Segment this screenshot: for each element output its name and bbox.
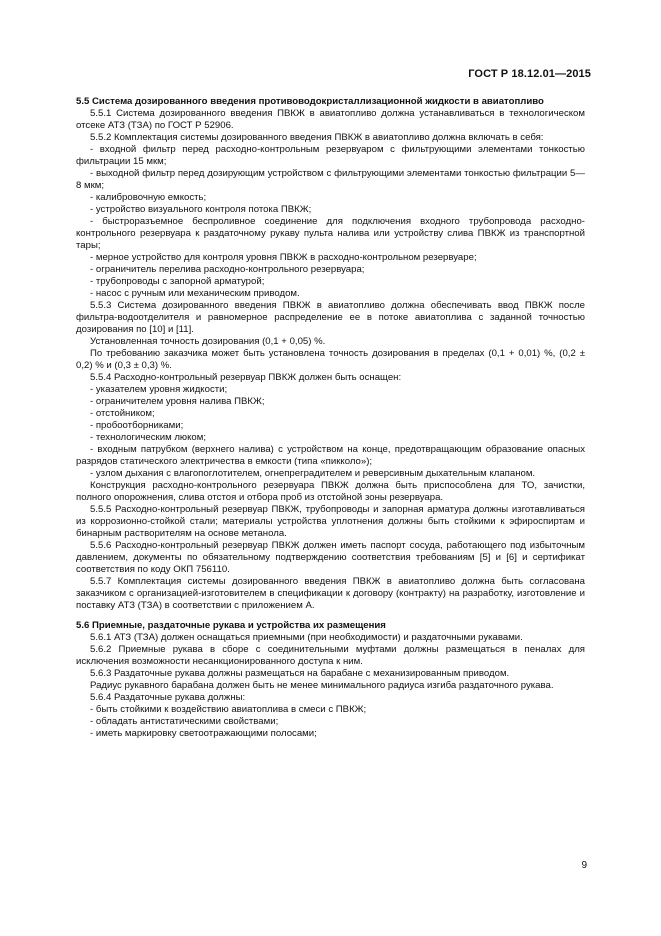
paragraph: - узлом дыхания с влагопоглотителем, огнепреградителем и реверсивным дыхательным клапаном. bbox=[90, 468, 536, 479]
document-body bbox=[76, 96, 585, 740]
paragraph: - выходной фильтр перед дозирующим устройством с фильтрующими элементами тонкостью фильтрации 5—8 мкм; bbox=[76, 168, 585, 191]
paragraph: 5.5.4 Расходно-контрольный резервуар ПВКЖ должен быть оснащен: bbox=[90, 372, 402, 383]
paragraph: - обладать антистатическими свойствами; bbox=[90, 716, 279, 727]
paragraph: 5.5.1 Система дозированного введения ПВКЖ в авиатопливо должна устанавливаться в технологическом отсеке АТЗ (ТЗА) по ГОСТ Р 52906. bbox=[76, 108, 585, 131]
paragraph: Радиус рукавного барабана должен быть не менее минимального радиуса изгиба раздаточного рукава. bbox=[90, 680, 554, 691]
paragraph: - насос с ручным или механическим приводом. bbox=[90, 288, 300, 299]
paragraph: 5.5.3 Система дозированного введения ПВКЖ в авиатопливо должна обеспечивать ввод ПВКЖ после фильтра-водоотделителя и равномерное распределение ее в потоке авиатоплива с заданной точностью дозирования по [10] и [11]. bbox=[76, 300, 585, 335]
paragraph: 5.5.7 Комплектация системы дозированного введения ПВКЖ в авиатопливо должна быть согласована заказчиком с организацией-изготовителем в спецификации к договору (контракту) на разработку, изготовление и поставку АТЗ (ТЗА) в соответствии с приложением А. bbox=[76, 576, 585, 611]
paragraph: - пробоотборниками; bbox=[90, 420, 184, 431]
paragraph: По требованию заказчика может быть установлена точность дозирования в пределах (0,1 + 0,01) %, (0,2 ± 0,2) % и (0,3 ± 0,3) %. bbox=[76, 348, 585, 371]
paragraph: - быть стойкими к воздействию авиатоплива в смеси с ПВКЖ; bbox=[90, 704, 367, 715]
paragraph: - мерное устройство для контроля уровня ПВКЖ в расходно-контрольном резервуаре; bbox=[90, 252, 477, 263]
page-number: 9 bbox=[581, 860, 587, 871]
section-heading: 5.5 Система дозированного введения противоводокристаллизационной жидкости в авиатопливо bbox=[76, 96, 544, 107]
paragraph: - отстойником; bbox=[90, 408, 155, 419]
paragraph: 5.5.2 Комплектация системы дозированного введения ПВКЖ в авиатопливо должна включать в себя: bbox=[90, 132, 544, 143]
section-heading: 5.6 Приемные, раздаточные рукава и устройства их размещения bbox=[76, 620, 386, 631]
paragraph: Установленная точность дозирования (0,1 + 0,05) %. bbox=[90, 336, 326, 347]
paragraph: - калибровочную емкость; bbox=[90, 192, 207, 203]
paragraph: - трубопроводы с запорной арматурой; bbox=[90, 276, 265, 287]
paragraph: - устройство визуального контроля потока ПВКЖ; bbox=[90, 204, 312, 215]
paragraph: - технологическим люком; bbox=[90, 432, 207, 443]
paragraph: - иметь маркировку светоотражающими полосами; bbox=[90, 728, 317, 739]
paragraph: - указателем уровня жидкости; bbox=[90, 384, 228, 395]
paragraph: - быстроразъемное беспроливное соединение для подключения входного трубопровода расходно-контрольного резервуара к раздаточному рукаву пульта налива или устройству слива ПВКЖ из транспортной тары; bbox=[76, 216, 585, 251]
paragraph: - ограничитель перелива расходно-контрольного резервуара; bbox=[90, 264, 365, 275]
paragraph: 5.6.3 Раздаточные рукава должны размещаться на барабане с механизированным приводом. bbox=[90, 668, 510, 679]
paragraph: - входным патрубком (верхнего налива) с устройством на конце, предотвращающим образование опасных разрядов статического электричества в емкости (типа «пикколо»); bbox=[76, 444, 585, 467]
paragraph: Конструкция расходно-контрольного резервуара ПВКЖ должна быть приспособлена для ТО, зачистки, полного опорожнения, слива отстоя и отбора проб из отстойной зоны резервуара. bbox=[76, 480, 585, 503]
paragraph: 5.5.6 Расходно-контрольный резервуар ПВКЖ должен иметь паспорт сосуда, работающего под избыточным давлением, документы по обязательному подтверждению соответствия требованиям [5] и [6] и сертификат соответствия по коду ОКП 756110. bbox=[76, 540, 585, 575]
paragraph: 5.6.4 Раздаточные рукава должны: bbox=[90, 692, 246, 703]
paragraph: - входной фильтр перед расходно-контрольным резервуаром с фильтрующими элементами тонкостью фильтрации 15 мкм; bbox=[76, 144, 585, 167]
paragraph: 5.5.5 Расходно-контрольный резервуар ПВКЖ, трубопроводы и запорная арматура должны изготавливаться из коррозионно-стойкой стали; материалы устройства уплотнения должны быть стойкими к эфироспиртам и бинарным растворителям на основе метанола. bbox=[76, 504, 585, 539]
document-header: ГОСТ Р 18.12.01—2015 bbox=[468, 68, 591, 80]
paragraph: 5.6.1 АТЗ (ТЗА) должен оснащаться приемными (при необходимости) и раздаточными рукавами. bbox=[90, 632, 523, 643]
paragraph: 5.6.2 Приемные рукава в сборе с соединительными муфтами должны размещаться в пеналах для исключения возможности несанкционированного доступа к ним. bbox=[76, 644, 585, 667]
paragraph: - ограничителем уровня налива ПВКЖ; bbox=[90, 396, 265, 407]
